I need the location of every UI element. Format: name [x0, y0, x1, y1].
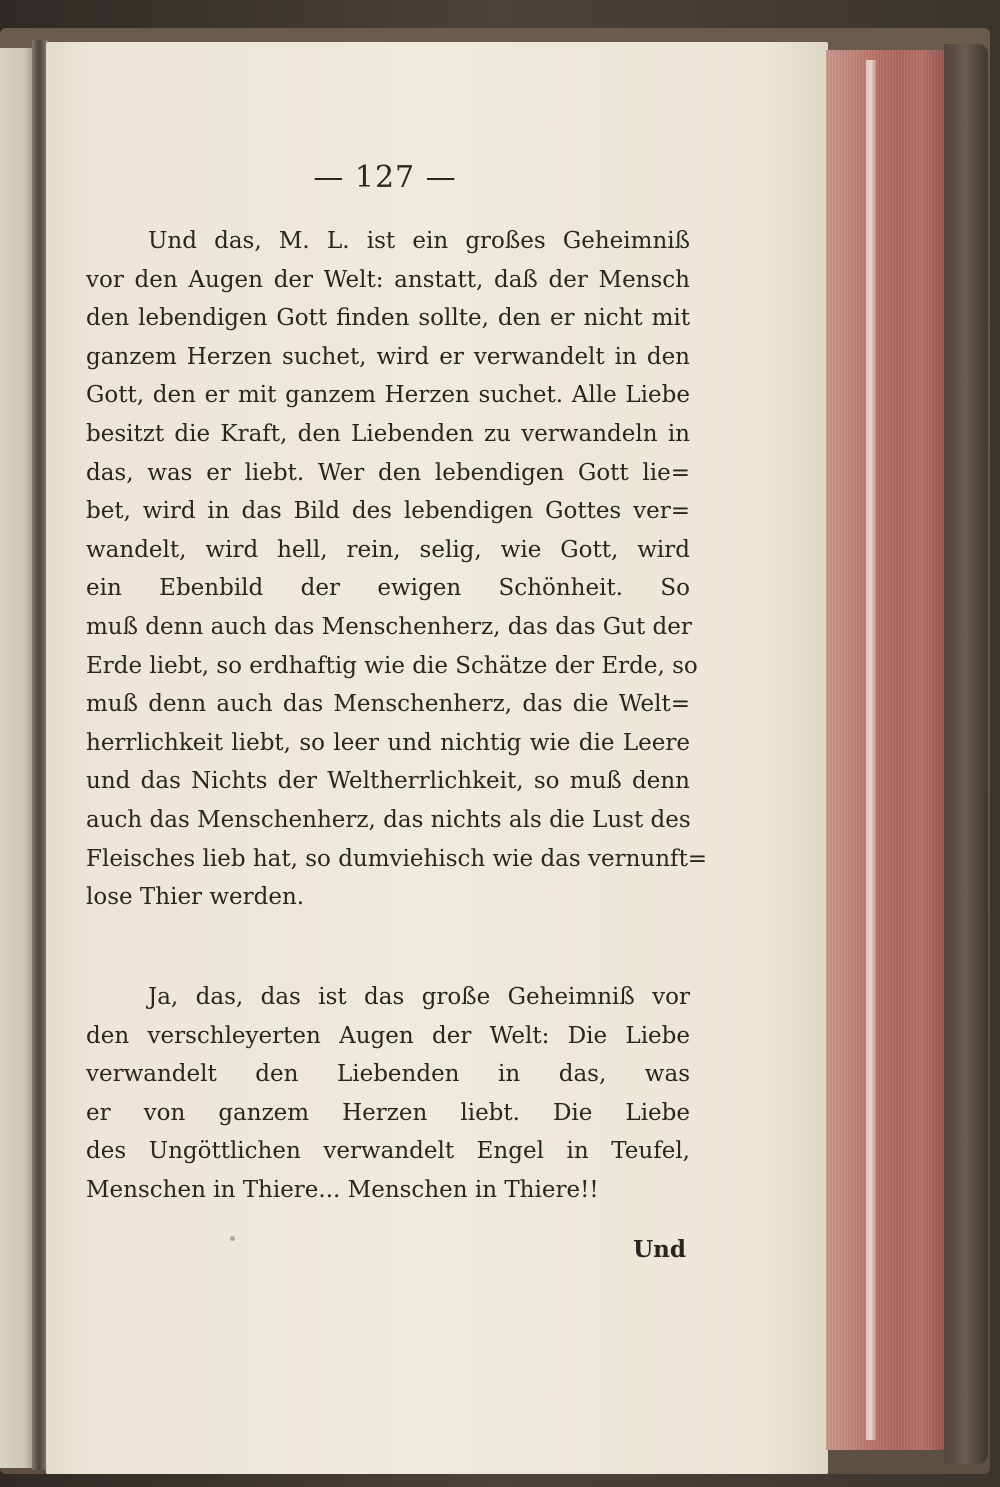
text-line: lose Thier werden. [86, 884, 305, 911]
text-line: muß denn auch das Menschenherz, das die Welt= [86, 691, 690, 718]
book-cover-right [944, 44, 988, 1464]
text-line: und das Nichts der Weltherrlichkeit, so muß denn [86, 768, 690, 795]
text-line: auch das Menschenherz, das nichts als die Lust des [86, 806, 691, 833]
text-line: vor den Augen der Welt: anstatt, daß der Mensch [86, 266, 690, 293]
text-line: ein Ebenbild der ewigen Schönheit. So [86, 575, 690, 602]
paragraph-1 [86, 222, 708, 917]
text-line: wandelt, wird hell, rein, selig, wie Gott, wird [86, 536, 690, 563]
text-line: er von ganzem Herzen liebt. Die Liebe [86, 1099, 690, 1126]
text-line: Ja, das, das ist das große Geheimniß vor [148, 984, 690, 1010]
text-line: bet, wird in das Bild des lebendigen Gottes ver= [86, 498, 690, 525]
paragraph-2 [86, 978, 690, 1210]
page-number: — 127 — [313, 160, 457, 195]
text-line: den verschleyerten Augen der Welt: Die Liebe [86, 1022, 690, 1049]
text-line: besitzt die Kraft, den Liebenden zu verwandeln in [86, 420, 690, 447]
ink-spot [230, 1236, 235, 1241]
text-line: des Ungöttlichen verwandelt Engel in Teufel, [86, 1138, 690, 1165]
page-edges [826, 50, 948, 1450]
text-line: muß denn auch das Menschenherz, das das Gut der [86, 613, 692, 640]
text-line: Und das, M. L. ist ein großes Geheimniß [148, 228, 690, 254]
catchword: Und [633, 1236, 686, 1263]
page-edge-highlight [866, 60, 876, 1440]
text-line: den lebendigen Gott finden sollte, den er nicht mit [86, 305, 690, 332]
text-line: herrlichkeit liebt, so leer und nichtig wie die Leere [86, 729, 690, 756]
text-line: ganzem Herzen suchet, wird er verwandelt in den [86, 343, 690, 370]
text-line: Erde liebt, so erdhaftig wie die Schätze der Erde, so [86, 652, 698, 679]
text-line: Gott, den er mit ganzem Herzen suchet. Alle Liebe [86, 382, 690, 409]
left-page-edge [0, 48, 34, 1468]
text-line: Fleisches lieb hat, so dumviehisch wie das vernunft= [86, 845, 708, 872]
text-line: Menschen in Thiere... Menschen in Thiere!! [86, 1176, 599, 1203]
text-line: verwandelt den Liebenden in das, was [86, 1061, 690, 1088]
text-line: das, was er liebt. Wer den lebendigen Gott lie= [86, 459, 690, 486]
